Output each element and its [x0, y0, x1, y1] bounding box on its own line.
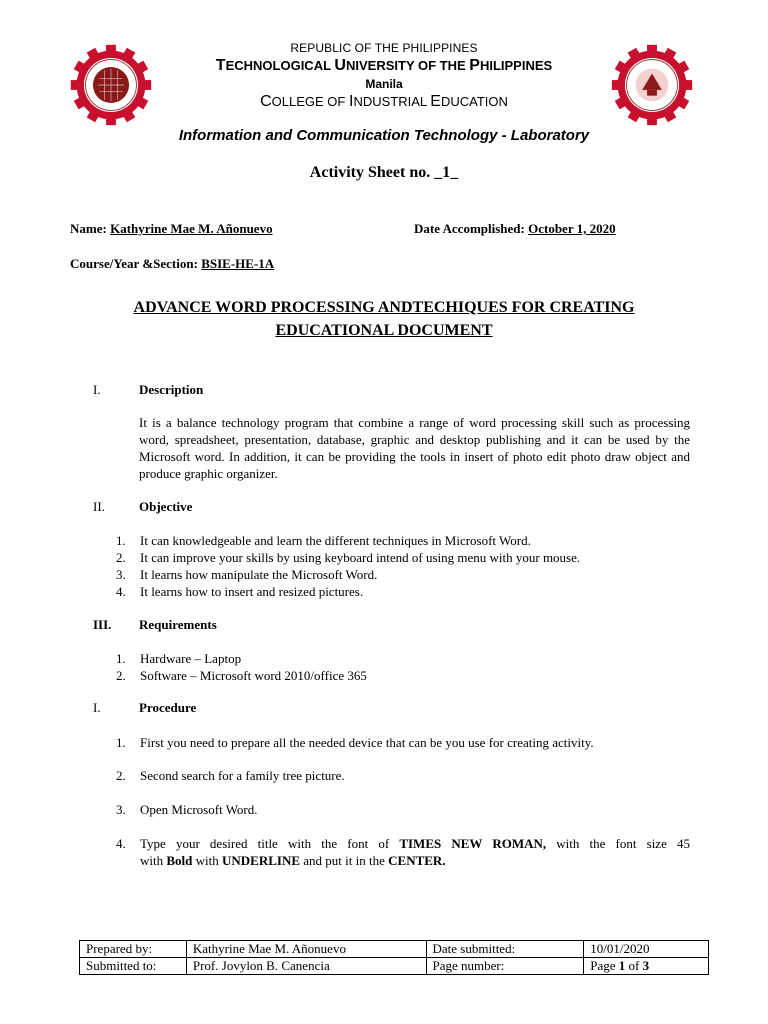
date-accomplished-value: October 1, 2020 — [528, 221, 616, 236]
name-field: Name: Kathyrine Mae M. Añonuevo — [70, 221, 273, 236]
description-number: I. — [93, 382, 101, 397]
description-heading: Description — [139, 382, 204, 397]
course-field: Course/Year &Section: BSIE-HE-1A — [70, 256, 275, 271]
submission-table — [79, 940, 709, 975]
lab-line: Information and Communication Technology - Laboratory — [178, 127, 590, 144]
college-name: COLLEGE OF INDUSTRIAL EDUCATION — [260, 93, 508, 110]
submitted-value: Prof. Jovylon B. Canencia — [186, 958, 426, 975]
page-number-label: Page number: — [426, 958, 584, 975]
university-name: TECHNOLOGICAL UNIVERSITY OF THE PHILIPPINES — [215, 57, 553, 74]
requirements-heading: Requirements — [139, 617, 217, 632]
date-accomplished-field: Date Accomplished: October 1, 2020 — [414, 221, 616, 236]
city-line: Manila — [365, 77, 403, 91]
republic-line: REPUBLIC OF THE PHILIPPINES — [290, 41, 478, 55]
description-text: It is a balance technology program that combine a range of word processing skill such as processing word, spreadsheet, presentation, database, graphic and desktop publishing and it can be used by the Microsoft word. In addition, it can be providing the tools in insert of photo edit photo draw object and produce graphic organizer. — [139, 415, 690, 481]
date-submitted-value: 10/01/2020 — [584, 941, 709, 958]
procedure-number: I. — [93, 700, 101, 715]
objective-number: II. — [93, 499, 105, 514]
prepared-value: Kathyrine Mae M. Añonuevo — [186, 941, 426, 958]
submitted-label: Submitted to: — [80, 958, 187, 975]
list-item: 4. Type your desired title with the font of TIMES NEW ROMAN, with the font size 45 with Bold with UNDERLINE and put it in the CENTER. — [116, 836, 690, 868]
activity-number: _1_ — [434, 164, 459, 181]
course-value: BSIE-HE-1A — [201, 256, 275, 271]
document-title: ADVANCE WORD PROCESSING ANDTECHIQUES FOR CREATING EDUCATIONAL DOCUMENT — [133, 299, 635, 339]
table-row — [80, 958, 709, 975]
date-submitted-label: Date submitted: — [426, 941, 584, 958]
activity-sheet-title: Activity Sheet no. _1_ — [309, 164, 459, 181]
objective-heading: Objective — [139, 499, 193, 514]
prepared-label: Prepared by: — [80, 941, 187, 958]
page-number-value: Page 1 of 3 — [584, 958, 709, 975]
name-value: Kathyrine Mae M. Añonuevo — [110, 221, 273, 236]
requirements-number: III. — [93, 617, 112, 632]
procedure-heading: Procedure — [139, 700, 197, 715]
table-row — [80, 941, 709, 958]
